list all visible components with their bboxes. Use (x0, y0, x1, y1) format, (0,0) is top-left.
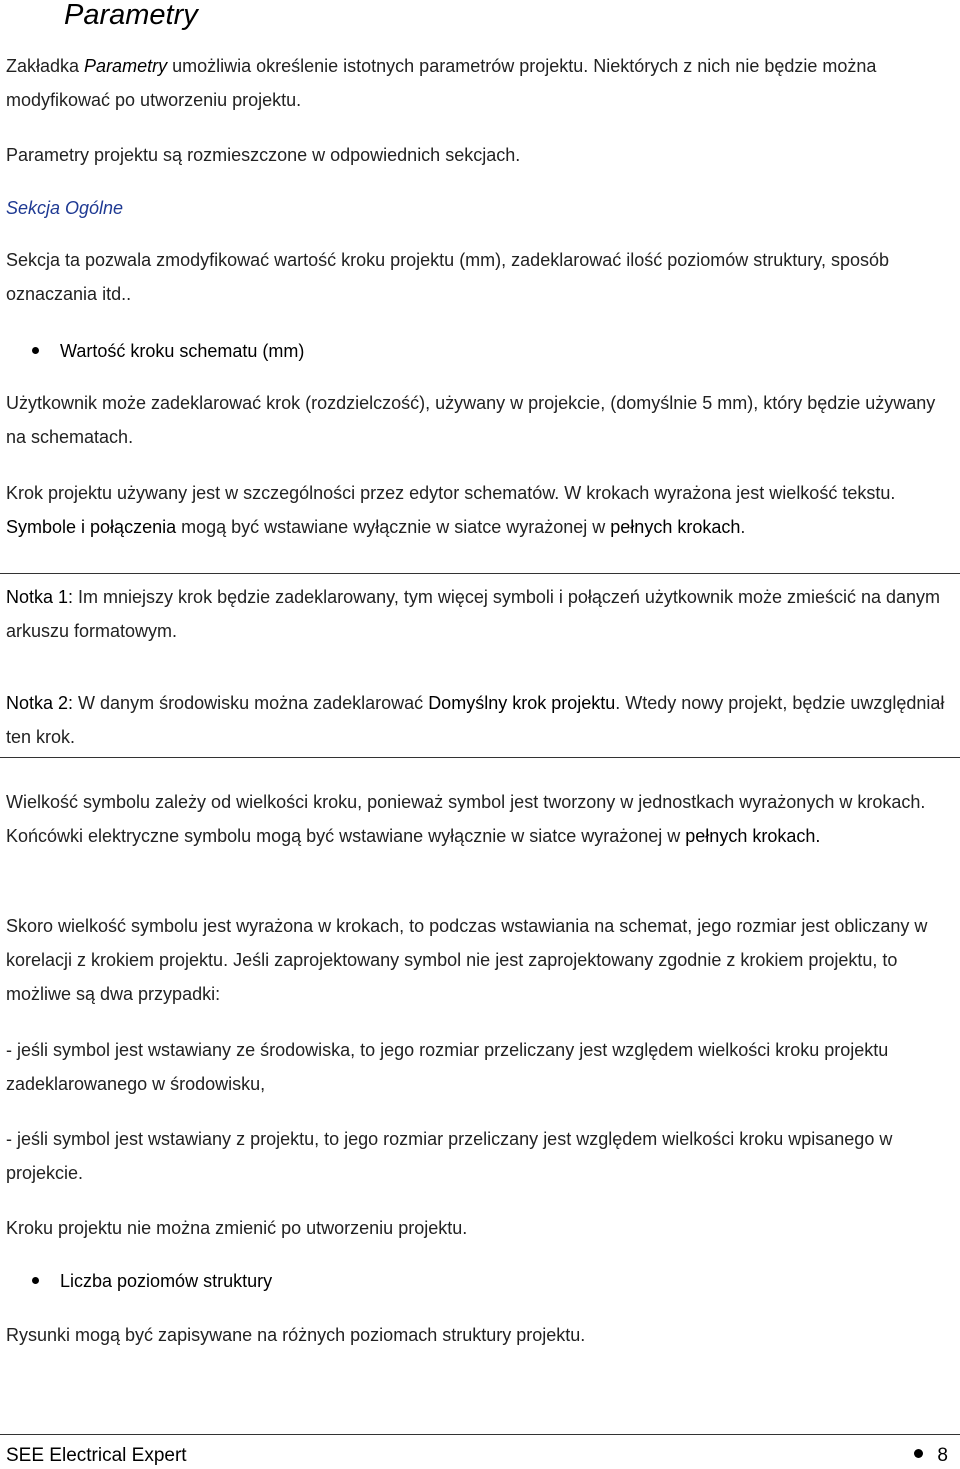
symbols-connections-bold: Symbole i połączenia (6, 517, 177, 537)
note-1-text: Im mniejszy krok będzie zadeklarowany, tym więcej symboli i połączeń użytkownik może zmieścić na danym arkuszu formatowym. (6, 587, 941, 641)
page-footer (6, 1443, 948, 1469)
page-number: 8 (937, 1445, 948, 1466)
footer-divider (0, 1434, 960, 1435)
step-text-end: . (740, 517, 746, 537)
intro-text-continued: umożliwia określenie istotnych parametrów projektu. Niektórych z nich nie będzie można modyfikować po utworzeniu projektu. (6, 56, 877, 110)
levels-paragraph: Rysunki mogą być zapisywane na różnych poziomach struktury projektu. (6, 1325, 586, 1345)
sections-paragraph: Parametry projektu są rozmieszczone w odpowiednich sekcjach. (6, 145, 521, 165)
bullet-step-value (32, 338, 948, 364)
note-2-text-after: . Wtedy nowy projekt, będzie uwzględniał ten krok. (6, 693, 945, 747)
footer-page (914, 1443, 948, 1469)
tab-name-emphasis: Parametry (84, 56, 168, 76)
intro-text: Zakładka (6, 56, 85, 76)
symbol-paragraph-1 (6, 785, 948, 853)
section-heading: Sekcja Ogólne (6, 198, 124, 218)
step-locked-note: Kroku projektu nie można zmienić po utworzeniu projektu. (6, 1218, 468, 1238)
footer-product-name: SEE Electrical Expert (6, 1445, 187, 1466)
bullet-dot-icon (32, 347, 39, 354)
note-1 (6, 580, 948, 648)
divider-bottom (0, 757, 960, 758)
footer-dot-icon (914, 1449, 923, 1458)
note-2-text: W danym środowisku można zadeklarować (73, 693, 429, 713)
note-1-label: Notka 1: (6, 587, 74, 607)
step-paragraph-1: Użytkownik może zadeklarować krok (rozdzielczość), używany w projekcie, (domyślnie 5 mm), który będzie używany na schematach. (6, 393, 936, 447)
default-step-bold: Domyślny krok projektu (428, 693, 616, 713)
step-text-middle: mogą być wstawiane wyłącznie w siatce wyrażonej w (176, 517, 611, 537)
bullet-structure-label: Liczba poziomów struktury (60, 1271, 273, 1291)
bullet-dot-icon (32, 1277, 39, 1284)
divider-top (0, 573, 960, 574)
note-2-label: Notka 2: (6, 693, 74, 713)
intro-paragraph (6, 49, 948, 117)
page-title: Parametry (64, 0, 198, 31)
note-2 (6, 686, 948, 754)
full-steps-bold: pełnych krokach (610, 517, 741, 537)
step-paragraph-2 (6, 476, 948, 544)
case-environment: - jeśli symbol jest wstawiany ze środowiska, to jego rozmiar przeliczany jest względem wielkości kroku projektu zadeklarowanego w środowisku, (6, 1040, 889, 1094)
symbol-text: Wielkość symbolu zależy od wielkości kroku, ponieważ symbol jest tworzony w jednostkach wyrażonych w krokach. Końcówki elektryczne symbolu mogą być wstawiane wyłącznie w siatce wyrażonej w (6, 792, 926, 846)
section-description: Sekcja ta pozwala zmodyfikować wartość kroku projektu (mm), zadeklarować ilość poziomów struktury, sposób oznaczania itd.. (6, 250, 889, 304)
step-text: Krok projektu używany jest w szczególności przez edytor schematów. W krokach wyrażona jest wielkość tekstu. (6, 483, 896, 503)
case-project: - jeśli symbol jest wstawiany z projektu, to jego rozmiar przeliczany jest względem wielkości kroku wpisanego w projekcie. (6, 1129, 893, 1183)
bullet-structure-levels (32, 1268, 948, 1294)
bullet-step-label: Wartość kroku schematu (mm) (60, 341, 305, 361)
symbol-paragraph-2: Skoro wielkość symbolu jest wyrażona w krokach, to podczas wstawiania na schemat, jego rozmiar jest obliczany w korelacji z krokiem projektu. Jeśli zaprojektowany symbol nie jest zaprojektowany zgodnie z krokiem projektu, to możliwe są dwa przypadki: (6, 916, 928, 1004)
full-steps-bold-2: pełnych krokach. (685, 826, 821, 846)
